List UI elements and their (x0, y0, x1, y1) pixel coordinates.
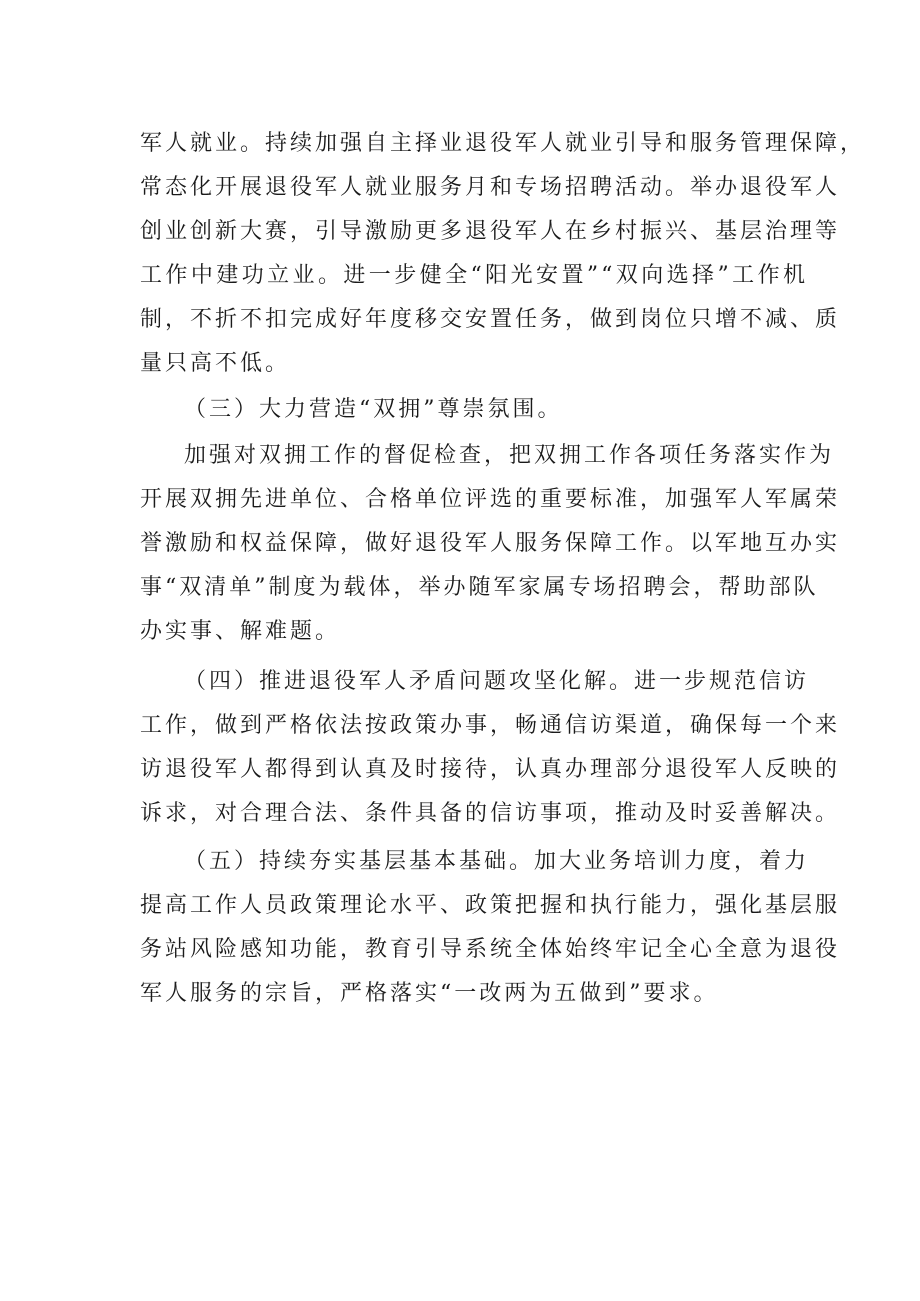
text-line: 创业创新大赛，引导激励更多退役军人在乡村振兴、基层治理等 (140, 219, 841, 244)
section-heading: （三）大力营造“双拥”尊崇氛围。 (184, 397, 563, 422)
text-line: 务站风险感知功能，教育引导系统全体始终牢记全心全意为退役 (140, 937, 841, 962)
text-line: 办实事、解难题。 (140, 619, 341, 644)
text-line: 量只高不低。 (140, 351, 291, 376)
text-line: 诉求，对合理合法、条件具备的信访事项，推动及时妥善解决。 (140, 801, 841, 826)
text-line: 军人就业。持续加强自主择业退役军人就业引导和服务管理保障， (140, 131, 866, 156)
text-line: 常态化开展退役军人就业服务月和专场招聘活动。举办退役军人 (140, 175, 841, 200)
text-line: 提高工作人员政策理论水平、政策把握和执行能力，强化基层服 (140, 893, 841, 918)
text-line: 事“双清单”制度为载体，举办随军家属专场招聘会，帮助部队 (140, 575, 819, 600)
text-line: 加强对双拥工作的督促检查，把双拥工作各项任务落实作为 (184, 443, 835, 468)
text-line: 开展双拥先进单位、合格单位评选的重要标准，加强军人军属荣 (140, 487, 841, 512)
text-line: 访退役军人都得到认真及时接待，认真办理部分退役军人反映的 (140, 757, 841, 782)
text-line: 誉激励和权益保障，做好退役军人服务保障工作。以军地互办实 (140, 531, 841, 556)
text-line: （五）持续夯实基层基本基础。加大业务培训力度，着力 (184, 849, 810, 874)
text-line: 军人服务的宗旨，严格落实“一改两为五做到”要求。 (140, 981, 719, 1006)
text-line: 工作，做到严格依法按政策办事，畅通信访渠道，确保每一个来 (140, 713, 841, 738)
text-line: （四）推进退役军人矛盾问题攻坚化解。进一步规范信访 (184, 669, 810, 694)
text-line: 工作中建功立业。进一步健全“阳光安置”“双向选择”工作机 (140, 263, 808, 288)
text-line: 制，不折不扣完成好年度移交安置任务，做到岗位只增不减、质 (140, 307, 841, 332)
